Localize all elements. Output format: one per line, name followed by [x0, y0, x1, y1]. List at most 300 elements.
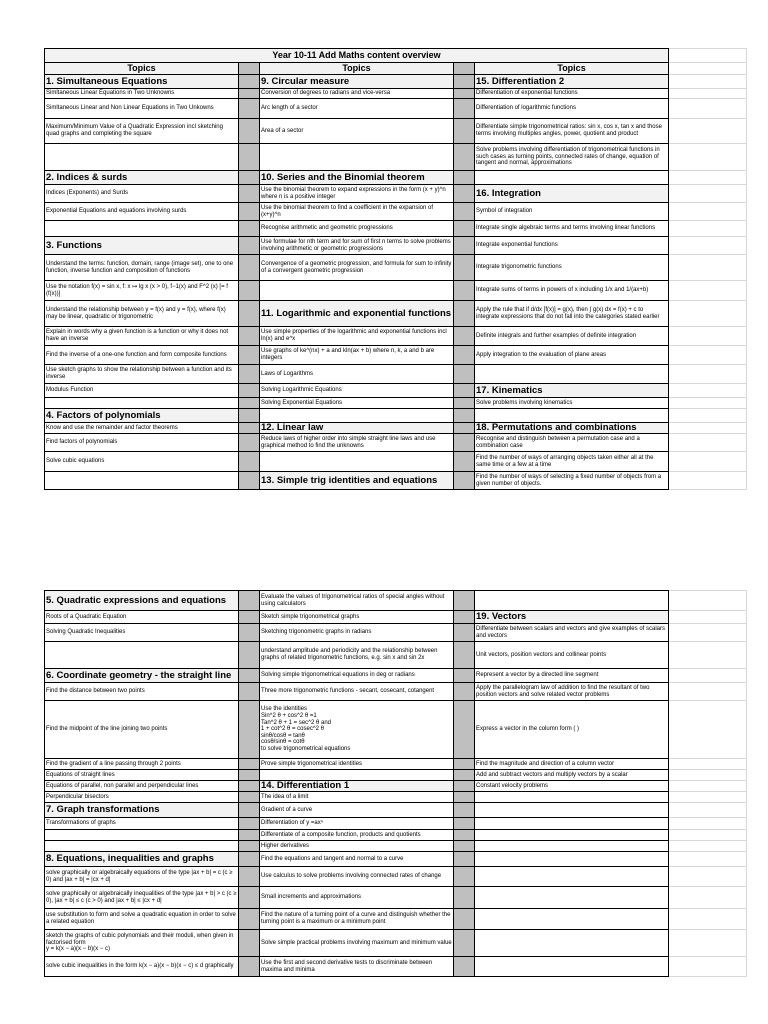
- column-separator: [454, 301, 475, 327]
- column-separator: [454, 327, 475, 346]
- empty-cell: [669, 423, 747, 434]
- empty-cell: [669, 852, 747, 867]
- column-separator: [454, 221, 475, 237]
- column-separator: [239, 99, 260, 119]
- topic-item: Indices (Exponents) and Surds: [45, 185, 239, 203]
- table-row: [45, 452, 747, 472]
- empty-cell: [45, 830, 239, 841]
- topic-item: Laws of Logarithms: [260, 365, 454, 384]
- table-row: [45, 792, 747, 803]
- column-separator: [454, 171, 475, 185]
- empty-cell: [669, 75, 747, 89]
- topic-item: Find the number of ways of selecting a fixed number of objects from a given number of objects.: [475, 472, 669, 490]
- empty-cell: [669, 887, 747, 909]
- topic-heading: 16. Integration: [475, 185, 669, 203]
- table-row: [45, 423, 747, 434]
- empty-cell: [45, 144, 239, 171]
- empty-cell: [669, 203, 747, 221]
- topic-item: Express a vector in the column form ( ): [475, 701, 669, 759]
- empty-cell: [475, 365, 669, 384]
- empty-cell: [669, 830, 747, 841]
- column-separator: [454, 423, 475, 434]
- column-separator: [454, 346, 475, 365]
- column-separator: [239, 346, 260, 365]
- table-row: [45, 384, 747, 398]
- column-separator: [239, 75, 260, 89]
- column-separator: [454, 770, 475, 781]
- empty-cell: [45, 472, 239, 490]
- column-header: Topics: [260, 63, 454, 75]
- topic-item: Recognise and distinguish between a permutation case and a combination case: [475, 434, 669, 452]
- topic-item: Find factors of polynomials: [45, 434, 239, 452]
- column-separator: [454, 830, 475, 841]
- column-separator: [454, 803, 475, 818]
- empty-cell: [669, 642, 747, 669]
- topic-heading: 11. Logarithmic and exponential functions: [260, 301, 454, 327]
- empty-cell: [669, 701, 747, 759]
- topic-item: Solve problems involving differentiation of trigonometrical functions in such cases as turning points, connected rates of change, equation of tangent and normal, approximations: [475, 144, 669, 171]
- column-separator: [239, 63, 260, 75]
- table-row: [45, 434, 747, 452]
- column-separator: [239, 669, 260, 683]
- topic-item: Modulus Function: [45, 384, 239, 398]
- column-separator: [239, 781, 260, 792]
- topic-item: Find the inverse of a one-one function and form composite functions: [45, 346, 239, 365]
- column-separator: [239, 957, 260, 977]
- empty-cell: [669, 185, 747, 203]
- topic-heading: 8. Equations, inequalities and graphs: [45, 852, 239, 867]
- topic-item: solve graphically or algebraically inequalities of the type |ax + b| > c (c ≥ 0), |ax + b| ≤ c (c > 0) and |ax + b| ≤ |cx + d|: [45, 887, 239, 909]
- column-separator: [239, 171, 260, 185]
- topic-item: Find the number of ways of arranging objects taken either all at the same time or a few at a time: [475, 452, 669, 472]
- topic-item: Use the first and second derivative tests to discriminate between maxima and minima: [260, 957, 454, 977]
- topic-item: Use graphs of ke^(nx) + a and kln(ax + b) where n, k, a and b are integers: [260, 346, 454, 365]
- table-row: [45, 171, 747, 185]
- table-row: [45, 301, 747, 327]
- empty-cell: [475, 957, 669, 977]
- topic-item: Unit vectors, position vectors and collinear points: [475, 642, 669, 669]
- empty-cell: [669, 957, 747, 977]
- column-separator: [454, 669, 475, 683]
- topic-item: Solving Quadratic Inequalities: [45, 624, 239, 642]
- column-separator: [239, 281, 260, 301]
- empty-cell: [669, 221, 747, 237]
- empty-cell: [260, 409, 454, 423]
- column-separator: [239, 423, 260, 434]
- empty-cell: [669, 770, 747, 781]
- empty-cell: [669, 591, 747, 611]
- topic-item: Integrate sums of terms in powers of x including 1/x and 1/(ax+b): [475, 281, 669, 301]
- topic-item: Prove simple trigonometrical identities: [260, 759, 454, 770]
- empty-cell: [260, 452, 454, 472]
- column-separator: [454, 281, 475, 301]
- table-row: [45, 770, 747, 781]
- column-separator: [454, 781, 475, 792]
- topic-heading: 9. Circular measure: [260, 75, 454, 89]
- topic-item: sketch the graphs of cubic polynomials and their moduli, when given in factorised form y = k(x − a)(x − b)(x − c): [45, 930, 239, 957]
- column-separator: [454, 434, 475, 452]
- column-separator: [239, 818, 260, 830]
- column-separator: [239, 237, 260, 255]
- empty-cell: [669, 759, 747, 770]
- column-separator: [454, 887, 475, 909]
- column-separator: [239, 434, 260, 452]
- empty-cell: [45, 398, 239, 409]
- topic-item: Solve problems involving kinematics: [475, 398, 669, 409]
- empty-cell: [260, 144, 454, 171]
- column-separator: [239, 255, 260, 281]
- sheet-title: Year 10-11 Add Maths content overview: [45, 49, 669, 63]
- column-separator: [239, 301, 260, 327]
- table-row: [45, 398, 747, 409]
- topic-item: Three more trigonometric functions - secant, cosecant, cotangent: [260, 683, 454, 701]
- topic-item: Maximum/Minimum Value of a Quadratic Expression incl sketching quad graphs and completing the square: [45, 119, 239, 144]
- content-overview-table-bottom: [44, 590, 747, 977]
- topic-item: Arc length of a sector: [260, 99, 454, 119]
- table-row: [45, 185, 747, 203]
- table-row: [45, 281, 747, 301]
- column-separator: [239, 867, 260, 887]
- empty-cell: [669, 144, 747, 171]
- topic-item: Differentiation of logarithmic functions: [475, 99, 669, 119]
- topic-item: Solving Logarithmic Equations: [260, 384, 454, 398]
- topic-item: Use the binomial theorem to expand expressions in the form (x + y)^n where n is a positive integer: [260, 185, 454, 203]
- table-row: [45, 957, 747, 977]
- topic-item: Understand the terms: function, domain, range (image set), one to one function, inverse function and composition of functions: [45, 255, 239, 281]
- column-separator: [454, 398, 475, 409]
- table-row: [45, 683, 747, 701]
- topic-item: Simltaneous Linear and Non Linear Equations in Two Unkowns: [45, 99, 239, 119]
- column-separator: [239, 472, 260, 490]
- column-separator: [454, 409, 475, 423]
- column-separator: [454, 792, 475, 803]
- column-separator: [454, 365, 475, 384]
- table-row: [45, 611, 747, 624]
- empty-cell: [669, 624, 747, 642]
- topic-item: Integrate trigonometric functions: [475, 255, 669, 281]
- table-row: [45, 841, 747, 852]
- column-separator: [239, 398, 260, 409]
- topic-item: understand amplitude and periodicity and the relationship between graphs of related trigonometric functions, e.g. sin x and sin 2x: [260, 642, 454, 669]
- table-row: [45, 803, 747, 818]
- topic-item: Use sketch graphs to show the relationship between a function and its inverse: [45, 365, 239, 384]
- table-row: [45, 237, 747, 255]
- empty-cell: [45, 642, 239, 669]
- column-separator: [239, 144, 260, 171]
- column-separator: [454, 759, 475, 770]
- empty-cell: [669, 781, 747, 792]
- topic-item: Find the midpoint of the line joining two points: [45, 701, 239, 759]
- column-separator: [454, 611, 475, 624]
- empty-cell: [669, 398, 747, 409]
- empty-cell: [475, 818, 669, 830]
- table-row: [45, 472, 747, 490]
- topic-item: Explain in words why a given function is a function or why it does not have an inverse: [45, 327, 239, 346]
- empty-cell: [669, 49, 747, 63]
- topic-item: Conversion of degrees to radians and vice-versa: [260, 89, 454, 99]
- topic-item: Differentiation of y =axⁿ: [260, 818, 454, 830]
- topic-heading: 15. Differentiation 2: [475, 75, 669, 89]
- table-row: [45, 818, 747, 830]
- empty-cell: [669, 63, 747, 75]
- column-separator: [239, 759, 260, 770]
- topic-item: Evaluate the values of trigonometrical ratios of special angles without using calculators: [260, 591, 454, 611]
- empty-cell: [45, 221, 239, 237]
- empty-cell: [669, 792, 747, 803]
- topic-heading: 7. Graph transformations: [45, 803, 239, 818]
- topic-item: Convergence of a geometric progression, and formula for sum to infinity of a convergent geometric progression: [260, 255, 454, 281]
- topic-item: Perpendicular bisectors: [45, 792, 239, 803]
- column-separator: [239, 611, 260, 624]
- topic-heading: 2. Indices & surds: [45, 171, 239, 185]
- column-separator: [239, 852, 260, 867]
- topic-item: Small increments and approximations: [260, 887, 454, 909]
- topic-item: Higher derivatives: [260, 841, 454, 852]
- column-separator: [454, 119, 475, 144]
- empty-cell: [475, 803, 669, 818]
- column-separator: [454, 642, 475, 669]
- table-row: [45, 591, 747, 611]
- topic-item: Find the magnitude and direction of a column vector: [475, 759, 669, 770]
- column-separator: [454, 930, 475, 957]
- column-separator: [454, 452, 475, 472]
- empty-cell: [260, 770, 454, 781]
- table-row: [45, 909, 747, 930]
- empty-cell: [475, 792, 669, 803]
- column-separator: [239, 930, 260, 957]
- column-separator: [239, 384, 260, 398]
- table-row: [45, 867, 747, 887]
- column-header: Topics: [475, 63, 669, 75]
- topic-item: use substitution to form and solve a quadratic equation in order to solve a related equation: [45, 909, 239, 930]
- column-separator: [239, 624, 260, 642]
- topic-heading: 5. Quadratic expressions and equations: [45, 591, 239, 611]
- column-separator: [239, 119, 260, 144]
- empty-cell: [669, 472, 747, 490]
- column-header: Topics: [45, 63, 239, 75]
- empty-cell: [669, 669, 747, 683]
- topic-item: Use the notation f(x) = sin x, f: x ↦ lg x (x > 0), f−1(x) and F^2 (x) [= f (f(x))]: [45, 281, 239, 301]
- empty-cell: [669, 909, 747, 930]
- topic-item: Differentiate simple trigonometrical ratios: sin x, cos x, tan x and those terms involving multiples angles, power, quotient and product: [475, 119, 669, 144]
- column-separator: [239, 841, 260, 852]
- empty-cell: [669, 384, 747, 398]
- table-row: [45, 75, 747, 89]
- topic-item: Equations of parallel, non parallel and perpendicular lines: [45, 781, 239, 792]
- topic-heading: 6. Coordinate geometry - the straight line: [45, 669, 239, 683]
- empty-cell: [669, 301, 747, 327]
- empty-cell: [475, 930, 669, 957]
- empty-cell: [475, 591, 669, 611]
- topic-item: Find the equations and tangent and normal to a curve: [260, 852, 454, 867]
- empty-cell: [669, 89, 747, 99]
- table-row: [45, 255, 747, 281]
- empty-cell: [669, 327, 747, 346]
- table-row: [45, 887, 747, 909]
- empty-cell: [669, 171, 747, 185]
- empty-cell: [669, 452, 747, 472]
- empty-cell: [669, 99, 747, 119]
- table-row: [45, 830, 747, 841]
- topic-heading: 12. Linear law: [260, 423, 454, 434]
- table-row: [45, 852, 747, 867]
- empty-cell: [475, 830, 669, 841]
- empty-cell: [260, 281, 454, 301]
- topic-item: Find the distance between two points: [45, 683, 239, 701]
- column-separator: [454, 624, 475, 642]
- topic-item: Solving Exponential Equations: [260, 398, 454, 409]
- empty-cell: [669, 611, 747, 624]
- column-separator: [454, 185, 475, 203]
- topic-item: Apply integration to the evaluation of plane areas: [475, 346, 669, 365]
- table-row: [45, 346, 747, 365]
- column-separator: [239, 770, 260, 781]
- column-separator: [239, 803, 260, 818]
- empty-cell: [475, 409, 669, 423]
- column-separator: [454, 591, 475, 611]
- topic-heading: 4. Factors of polynomials: [45, 409, 239, 423]
- table-row: [45, 409, 747, 423]
- empty-cell: [669, 409, 747, 423]
- column-separator: [239, 327, 260, 346]
- empty-cell: [669, 255, 747, 281]
- topic-item: Represent a vector by a directed line segment: [475, 669, 669, 683]
- topic-item: Apply the parallelogram law of addition to find the resultant of two position vectors and solve related vector problems: [475, 683, 669, 701]
- empty-cell: [475, 867, 669, 887]
- topic-item: Use formulae for nth term and for sum of first n terms to solve problems involving arithmetic or geometric progressions: [260, 237, 454, 255]
- column-separator: [454, 89, 475, 99]
- column-separator: [239, 830, 260, 841]
- topic-heading: 14. Differentiation 1: [260, 781, 454, 792]
- table-row: [45, 701, 747, 759]
- column-separator: [454, 957, 475, 977]
- topic-item: Solve cubic equations: [45, 452, 239, 472]
- topic-item: Use the identities Sin^2 θ + cos^2 θ =1 Tan^2 θ + 1 = sec^2 θ and 1 + cot^2 θ = cosec^2 θ sinθ/cosθ = tanθ cosθ/sinθ = cotθ to solve trigonometrical equations: [260, 701, 454, 759]
- topic-item: Understand the relationship between y = f(x) and y = f(x), where f(x) may be linear, quadratic or trigonometric: [45, 301, 239, 327]
- topic-heading: 17. Kinematics: [475, 384, 669, 398]
- topic-item: Integrate single algebraic terms and terms involving linear functions: [475, 221, 669, 237]
- empty-cell: [475, 887, 669, 909]
- empty-cell: [669, 346, 747, 365]
- topic-item: Symbol of integration: [475, 203, 669, 221]
- column-separator: [454, 63, 475, 75]
- topic-item: Definite integrals and further examples of definite integration: [475, 327, 669, 346]
- topic-heading: 10. Series and the Binomial theorem: [260, 171, 454, 185]
- topic-heading: 19. Vectors: [475, 611, 669, 624]
- column-separator: [239, 409, 260, 423]
- topic-item: Solving simple trigonometrical equations in deg or radians: [260, 669, 454, 683]
- column-separator: [239, 89, 260, 99]
- topic-heading: 18. Permutations and combinations: [475, 423, 669, 434]
- topic-item: Area of a sector: [260, 119, 454, 144]
- column-separator: [239, 642, 260, 669]
- column-separator: [239, 683, 260, 701]
- column-separator: [239, 185, 260, 203]
- topic-heading: 13. Simple trig identities and equations: [260, 472, 454, 490]
- table-row: [45, 759, 747, 770]
- topic-item: Reduce laws of higher order into simple straight line laws and use graphical method to find the unknowns: [260, 434, 454, 452]
- table-row: [45, 99, 747, 119]
- column-separator: [454, 144, 475, 171]
- topic-heading: 3. Functions: [45, 237, 239, 255]
- column-separator: [454, 909, 475, 930]
- topic-item: Recognise arithmetic and geometric progressions: [260, 221, 454, 237]
- topic-item: Roots of a Quadratic Equation: [45, 611, 239, 624]
- title-row: [45, 49, 747, 63]
- empty-cell: [669, 803, 747, 818]
- column-separator: [239, 591, 260, 611]
- table-row: [45, 327, 747, 346]
- table-row: [45, 624, 747, 642]
- topic-item: Differentiate between scalars and vectors and give examples of scalars and vectors: [475, 624, 669, 642]
- column-separator: [239, 701, 260, 759]
- table-row: [45, 669, 747, 683]
- column-separator: [239, 909, 260, 930]
- topic-item: Know and use the remainder and factor theorems: [45, 423, 239, 434]
- topic-item: Apply the rule that if d/dx [f(x)] = g(x), then ∫ g(x) dx = f(x) + c to integrate expressions that do not fall into the categories stated earlier: [475, 301, 669, 327]
- topic-item: solve graphically or algebraically equations of the type |ax + b| = c (c ≥ 0) and |ax + b| = |cx + d|: [45, 867, 239, 887]
- empty-cell: [475, 171, 669, 185]
- column-separator: [454, 852, 475, 867]
- empty-cell: [475, 841, 669, 852]
- empty-cell: [669, 434, 747, 452]
- topic-item: Sketching trigonometric graphs in radians: [260, 624, 454, 642]
- topic-item: Equations of straight lines: [45, 770, 239, 781]
- empty-cell: [45, 841, 239, 852]
- empty-cell: [669, 237, 747, 255]
- topic-item: Simltaneous Linear Equations in Two Unknowns: [45, 89, 239, 99]
- empty-cell: [669, 365, 747, 384]
- topic-item: Exponential Equations and equations involving surds: [45, 203, 239, 221]
- topic-heading: 1. Simultaneous Equations: [45, 75, 239, 89]
- topic-item: The idea of a limit: [260, 792, 454, 803]
- column-separator: [239, 221, 260, 237]
- column-separator: [454, 867, 475, 887]
- column-separator: [454, 237, 475, 255]
- column-separator: [454, 683, 475, 701]
- empty-cell: [475, 852, 669, 867]
- topic-item: Add and subtract vectors and multiply vectors by a scalar: [475, 770, 669, 781]
- table-row: [45, 119, 747, 144]
- topic-item: solve cubic inequalities in the form k(x − a)(x − b)(x − c) ≤ d graphically: [45, 957, 239, 977]
- table-row: [45, 642, 747, 669]
- empty-cell: [475, 909, 669, 930]
- topic-item: Differentiation of exponential functions: [475, 89, 669, 99]
- column-separator: [454, 472, 475, 490]
- topic-item: Sketch simple trigonometrical graphs: [260, 611, 454, 624]
- topic-item: Transformations of graphs: [45, 818, 239, 830]
- table-row: [45, 365, 747, 384]
- column-separator: [454, 75, 475, 89]
- topic-item: Use calculus to solve problems involving connected rates of change: [260, 867, 454, 887]
- topic-item: Find the nature of a turning point of a curve and distinguish whether the turning point is a maximum or a minimum point: [260, 909, 454, 930]
- table-row: [45, 144, 747, 171]
- column-separator: [454, 818, 475, 830]
- topic-item: Use the binomial theorem to find a coefficient in the expansion of (x+y)^n: [260, 203, 454, 221]
- topic-item: Integrate exponential functions: [475, 237, 669, 255]
- column-separator: [454, 384, 475, 398]
- empty-cell: [669, 930, 747, 957]
- topic-item: Differentiate of a composite function, products and quotients: [260, 830, 454, 841]
- column-separator: [454, 203, 475, 221]
- table-row: [45, 89, 747, 99]
- column-separator: [454, 701, 475, 759]
- empty-cell: [669, 119, 747, 144]
- column-separator: [239, 887, 260, 909]
- column-separator: [239, 365, 260, 384]
- empty-cell: [669, 683, 747, 701]
- column-separator: [454, 255, 475, 281]
